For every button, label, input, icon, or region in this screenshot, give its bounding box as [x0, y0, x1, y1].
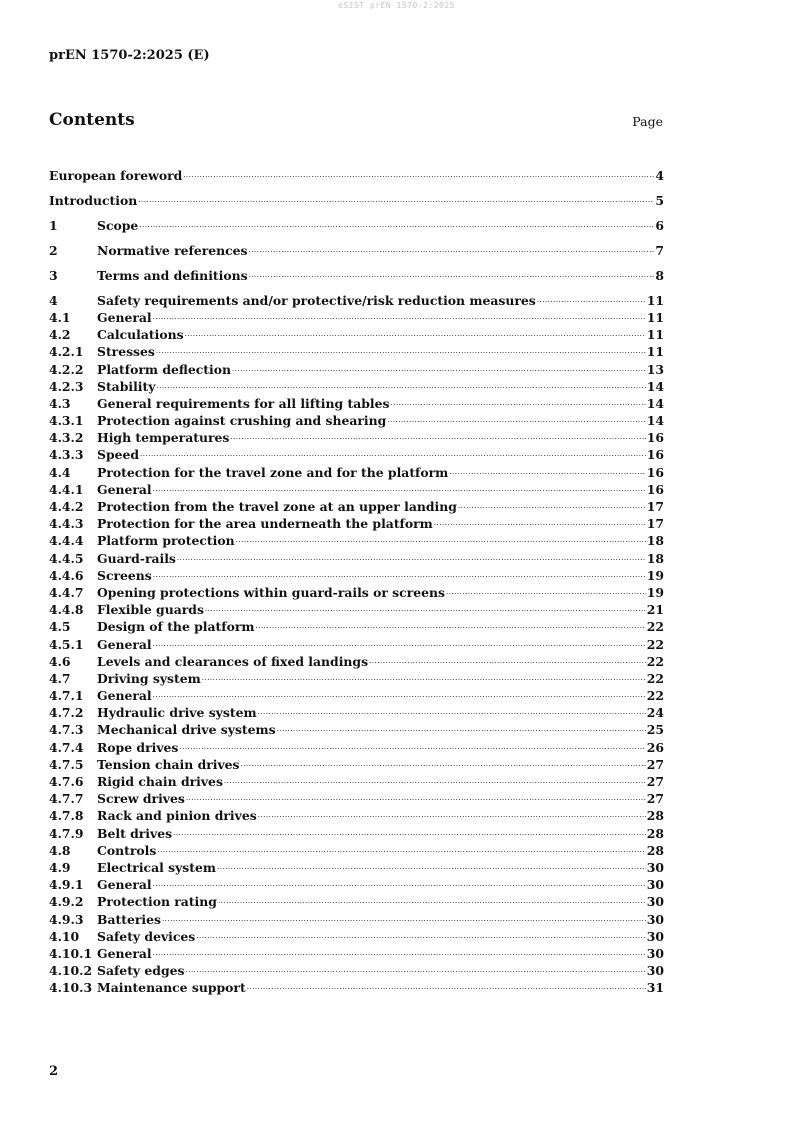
toc-dot-leader	[186, 794, 646, 804]
toc-entry-number: 4.4.4	[49, 533, 84, 549]
toc-entry[interactable]	[49, 584, 664, 601]
toc-entry-title: Maintenance support	[97, 980, 246, 996]
toc-dot-leader	[153, 313, 646, 323]
toc-entry[interactable]	[49, 567, 664, 584]
toc-entry-title: Batteries	[97, 911, 161, 927]
toc-entry-number: 4.7.3	[49, 722, 84, 738]
toc-entry-title: General	[97, 877, 152, 893]
toc-entry[interactable]	[49, 234, 664, 259]
toc-entry-page: 8	[655, 267, 664, 283]
toc-dot-leader	[162, 915, 646, 925]
toc-entry-number: 4.1	[49, 309, 71, 325]
toc-entry-number: 4.9	[49, 859, 71, 875]
toc-dot-leader	[138, 196, 654, 206]
toc-dot-leader	[391, 399, 646, 409]
document-id-header: prEN 1570-2:2025 (E)	[49, 48, 210, 63]
toc-entry-title: General	[97, 945, 152, 961]
toc-entry-page: 18	[646, 550, 664, 566]
toc-entry[interactable]	[49, 962, 664, 979]
toc-dot-leader	[183, 171, 654, 181]
toc-dot-leader	[153, 640, 646, 650]
toc-entry-page: 22	[646, 653, 664, 669]
toc-entry[interactable]	[49, 842, 664, 859]
toc-entry-page: 22	[646, 636, 664, 652]
toc-entry-page: 22	[646, 619, 664, 635]
toc-dot-leader	[232, 365, 646, 375]
toc-entry-page: 6	[655, 217, 664, 233]
toc-entry-title: Protection for the area underneath the platform	[97, 516, 433, 532]
toc-entry-title: Speed	[97, 447, 140, 463]
toc-entry-title: Controls	[97, 842, 157, 858]
toc-entry-number: 4.4.3	[49, 516, 84, 532]
toc-entry-title: Protection for the travel zone and for the platform	[97, 464, 449, 480]
toc-dot-leader	[202, 674, 646, 684]
toc-entry[interactable]	[49, 928, 664, 945]
toc-dot-leader	[446, 588, 646, 598]
toc-entry[interactable]	[49, 601, 664, 618]
toc-entry-title: General requirements for all lifting tables	[97, 395, 390, 411]
toc-entry-number: 4.7.1	[49, 688, 84, 704]
toc-dot-leader	[157, 846, 645, 856]
toc-entry[interactable]	[49, 412, 664, 429]
toc-dot-leader	[196, 932, 645, 942]
toc-entry-title: Tension chain drives	[97, 756, 240, 772]
toc-entry-page: 30	[646, 911, 664, 927]
toc-entry-title: Guard-rails	[97, 550, 176, 566]
toc-entry-page: 16	[646, 447, 664, 463]
toc-entry-page: 5	[655, 192, 664, 208]
toc-entry-number: 4.5.1	[49, 636, 84, 652]
toc-entry-number: 4.7.7	[49, 791, 84, 807]
toc-entry-number: 4.7.4	[49, 739, 84, 755]
toc-entry-title: General	[97, 309, 152, 325]
watermark: oSIST prEN 1570-2:2025	[338, 1, 455, 10]
toc-entry[interactable]	[49, 550, 664, 567]
toc-entry-title: Safety edges	[97, 963, 185, 979]
toc-dot-leader	[140, 451, 646, 461]
toc-entry[interactable]	[49, 361, 664, 378]
toc-entry-number: 4.2.2	[49, 361, 84, 377]
toc-entry[interactable]	[49, 859, 664, 876]
toc-entry[interactable]	[49, 159, 664, 184]
toc-dot-leader	[173, 829, 646, 839]
toc-entry-title: Flexible guards	[97, 602, 204, 618]
toc-entry-page: 31	[646, 980, 664, 996]
toc-entry-title: Terms and definitions	[97, 267, 248, 283]
toc-entry-page: 19	[646, 584, 664, 600]
toc-dot-leader	[218, 898, 646, 908]
toc-entry-number: 4.8	[49, 842, 71, 858]
toc-entry-page: 30	[646, 963, 664, 979]
toc-dot-leader	[236, 537, 646, 547]
toc-entry-title: Normative references	[97, 242, 248, 258]
toc-dot-leader	[230, 434, 645, 444]
toc-dot-leader	[153, 485, 646, 495]
toc-entry[interactable]	[49, 209, 664, 234]
toc-entry-page: 22	[646, 670, 664, 686]
toc-entry-page: 27	[646, 774, 664, 790]
toc-entry-number: 4.10.1	[49, 945, 93, 961]
toc-entry[interactable]	[49, 284, 664, 309]
toc-entry-title: Driving system	[97, 670, 201, 686]
toc-entry[interactable]	[49, 876, 664, 893]
toc-entry[interactable]	[49, 184, 664, 209]
toc-entry-number: 4.4.7	[49, 584, 84, 600]
toc-entry-title: Protection rating	[97, 894, 217, 910]
toc-entry-title: Levels and clearances of fixed landings	[97, 653, 369, 669]
toc-dot-leader	[156, 348, 646, 358]
toc-entry[interactable]	[49, 790, 664, 807]
toc-entry-page: 11	[646, 327, 664, 343]
toc-entry[interactable]	[49, 893, 664, 910]
toc-entry-page: 30	[646, 894, 664, 910]
toc-dot-leader	[256, 623, 646, 633]
toc-entry-page: 28	[646, 825, 664, 841]
toc-dot-leader	[153, 880, 646, 890]
toc-entry[interactable]	[49, 911, 664, 928]
toc-entry-page: 21	[646, 602, 664, 618]
toc-dot-leader	[179, 743, 645, 753]
toc-dot-leader	[224, 777, 646, 787]
toc-entry-number: 4.3	[49, 395, 71, 411]
toc-entry-page: 28	[646, 842, 664, 858]
toc-entry[interactable]	[49, 670, 664, 687]
toc-entry[interactable]	[49, 309, 664, 326]
toc-entry-title: Rack and pinion drives	[97, 808, 257, 824]
toc-entry-page: 22	[646, 688, 664, 704]
toc-entry[interactable]	[49, 756, 664, 773]
toc-entry-page: 16	[646, 464, 664, 480]
toc-dot-leader	[185, 330, 646, 340]
toc-entry-title: Rigid chain drives	[97, 774, 223, 790]
toc-entry-number: 4.4.1	[49, 481, 84, 497]
toc-entry-title: General	[97, 688, 152, 704]
toc-dot-leader	[153, 571, 646, 581]
toc-entry[interactable]	[49, 807, 664, 824]
toc-entry-title: Platform protection	[97, 533, 235, 549]
toc-entry-number: 4.9.1	[49, 877, 84, 893]
table-of-contents	[49, 159, 664, 997]
toc-dot-leader	[247, 984, 646, 994]
toc-entry-page: 27	[646, 756, 664, 772]
toc-entry-title: High temperatures	[97, 430, 230, 446]
toc-entry-number: 4.3.1	[49, 413, 84, 429]
toc-entry-number: 4.6	[49, 653, 71, 669]
toc-entry-number: 4.10.3	[49, 980, 93, 996]
toc-entry-title: Safety devices	[97, 928, 196, 944]
toc-dot-leader	[249, 246, 655, 256]
toc-dot-leader	[458, 502, 646, 512]
toc-entry-number: 1	[49, 217, 58, 233]
toc-entry[interactable]	[49, 722, 664, 739]
toc-entry-number: 4.2.1	[49, 344, 84, 360]
toc-entry[interactable]	[49, 825, 664, 842]
toc-dot-leader	[177, 554, 646, 564]
toc-entry-number: 4.9.2	[49, 894, 84, 910]
toc-dot-leader	[369, 657, 646, 667]
toc-entry-number: 4.4.8	[49, 602, 84, 618]
toc-entry[interactable]	[49, 378, 664, 395]
toc-entry-title: Calculations	[97, 327, 184, 343]
toc-entry-number: 4.4.6	[49, 567, 84, 583]
page-column-label: Page	[632, 114, 663, 129]
toc-entry-number: 4.3.2	[49, 430, 84, 446]
toc-entry[interactable]	[49, 773, 664, 790]
toc-dot-leader	[139, 221, 654, 231]
toc-entry-title: Stability	[97, 378, 156, 394]
toc-entry-number: 4.10	[49, 928, 80, 944]
toc-entry-page: 30	[646, 859, 664, 875]
toc-entry[interactable]	[49, 515, 664, 532]
toc-dot-leader	[153, 949, 646, 959]
toc-entry-page: 18	[646, 533, 664, 549]
toc-entry-title: Belt drives	[97, 825, 173, 841]
toc-entry-number: 4.9.3	[49, 911, 84, 927]
toc-entry-page: 19	[646, 567, 664, 583]
toc-entry-page: 30	[646, 945, 664, 961]
toc-entry[interactable]	[49, 618, 664, 635]
toc-entry-title: Stresses	[97, 344, 155, 360]
toc-entry-number: 4.3.3	[49, 447, 84, 463]
toc-entry-page: 14	[646, 378, 664, 394]
toc-entry-page: 16	[646, 481, 664, 497]
toc-entry-page: 11	[646, 292, 664, 308]
toc-dot-leader	[449, 468, 645, 478]
toc-entry-page: 30	[646, 877, 664, 893]
toc-entry-number: 4.2	[49, 327, 71, 343]
toc-entry-title: Screw drives	[97, 791, 185, 807]
toc-entry-title: Screens	[97, 567, 152, 583]
toc-entry-title: Safety requirements and/or protective/risk reduction measures	[97, 292, 536, 308]
toc-entry-page: 28	[646, 808, 664, 824]
toc-entry-page: 7	[655, 242, 664, 258]
toc-entry[interactable]	[49, 979, 664, 996]
toc-entry[interactable]	[49, 498, 664, 515]
toc-entry-number: 4.7.9	[49, 825, 84, 841]
toc-entry-number: 4.7.5	[49, 756, 84, 772]
page-number: 2	[49, 1064, 59, 1079]
toc-entry-title: Protection from the travel zone at an upper landing	[97, 499, 457, 515]
toc-dot-leader	[186, 966, 646, 976]
toc-entry-page: 27	[646, 791, 664, 807]
toc-entry[interactable]	[49, 259, 664, 284]
toc-entry-page: 24	[646, 705, 664, 721]
toc-entry-page: 14	[646, 413, 664, 429]
toc-entry-number: 4.4.2	[49, 499, 84, 515]
toc-entry[interactable]	[49, 447, 664, 464]
toc-entry-page: 11	[646, 309, 664, 325]
toc-dot-leader	[153, 691, 646, 701]
toc-entry-page: 17	[646, 499, 664, 515]
toc-entry[interactable]	[49, 464, 664, 481]
toc-entry-page: 17	[646, 516, 664, 532]
toc-dot-leader	[205, 605, 646, 615]
toc-entry-title: Protection against crushing and shearing	[97, 413, 387, 429]
toc-entry[interactable]	[49, 945, 664, 962]
toc-entry-title: Introduction	[49, 192, 138, 208]
toc-entry-number: 2	[49, 242, 58, 258]
toc-entry-page: 14	[646, 395, 664, 411]
toc-entry-number: 4.4.5	[49, 550, 84, 566]
toc-entry-number: 3	[49, 267, 58, 283]
toc-entry-title: Mechanical drive systems	[97, 722, 276, 738]
toc-entry-title: Platform deflection	[97, 361, 232, 377]
toc-dot-leader	[249, 271, 655, 281]
toc-entry-page: 16	[646, 430, 664, 446]
toc-entry-title: Hydraulic drive system	[97, 705, 257, 721]
toc-entry-number: 4.7.8	[49, 808, 84, 824]
toc-entry-number: 4.7.2	[49, 705, 84, 721]
toc-entry-number: 4	[49, 292, 58, 308]
toc-entry-number: 4.4	[49, 464, 71, 480]
toc-entry[interactable]	[49, 395, 664, 412]
toc-entry-title: General	[97, 636, 152, 652]
toc-entry-page: 4	[655, 167, 664, 183]
toc-entry-title: Electrical system	[97, 859, 216, 875]
toc-dot-leader	[277, 726, 646, 736]
toc-entry-page: 13	[646, 361, 664, 377]
toc-entry-title: General	[97, 481, 152, 497]
toc-entry-title: European foreword	[49, 167, 183, 183]
toc-entry[interactable]	[49, 687, 664, 704]
toc-entry[interactable]	[49, 532, 664, 549]
toc-entry[interactable]	[49, 636, 664, 653]
toc-dot-leader	[434, 519, 646, 529]
toc-entry[interactable]	[49, 704, 664, 721]
toc-entry-page: 30	[646, 928, 664, 944]
toc-entry-title: Design of the platform	[97, 619, 255, 635]
toc-entry-number: 4.5	[49, 619, 71, 635]
toc-entry[interactable]	[49, 653, 664, 670]
toc-entry-title: Rope drives	[97, 739, 179, 755]
toc-dot-leader	[156, 382, 645, 392]
toc-dot-leader	[258, 812, 646, 822]
toc-entry-number: 4.7.6	[49, 774, 84, 790]
toc-entry[interactable]	[49, 429, 664, 446]
toc-entry-title: Scope	[97, 217, 139, 233]
toc-entry[interactable]	[49, 343, 664, 360]
toc-entry[interactable]	[49, 739, 664, 756]
toc-entry-title: Opening protections within guard-rails or screens	[97, 584, 445, 600]
toc-entry-page: 11	[646, 344, 664, 360]
toc-dot-leader	[258, 709, 646, 719]
toc-dot-leader	[217, 863, 646, 873]
toc-dot-leader	[241, 760, 646, 770]
toc-entry[interactable]	[49, 326, 664, 343]
toc-entry[interactable]	[49, 481, 664, 498]
toc-entry-number: 4.10.2	[49, 963, 93, 979]
toc-entry-page: 25	[646, 722, 664, 738]
toc-dot-leader	[387, 416, 645, 426]
toc-entry-number: 4.7	[49, 670, 71, 686]
contents-heading: Contents	[49, 110, 135, 130]
toc-dot-leader	[537, 296, 646, 306]
toc-entry-page: 26	[646, 739, 664, 755]
toc-entry-number: 4.2.3	[49, 378, 84, 394]
